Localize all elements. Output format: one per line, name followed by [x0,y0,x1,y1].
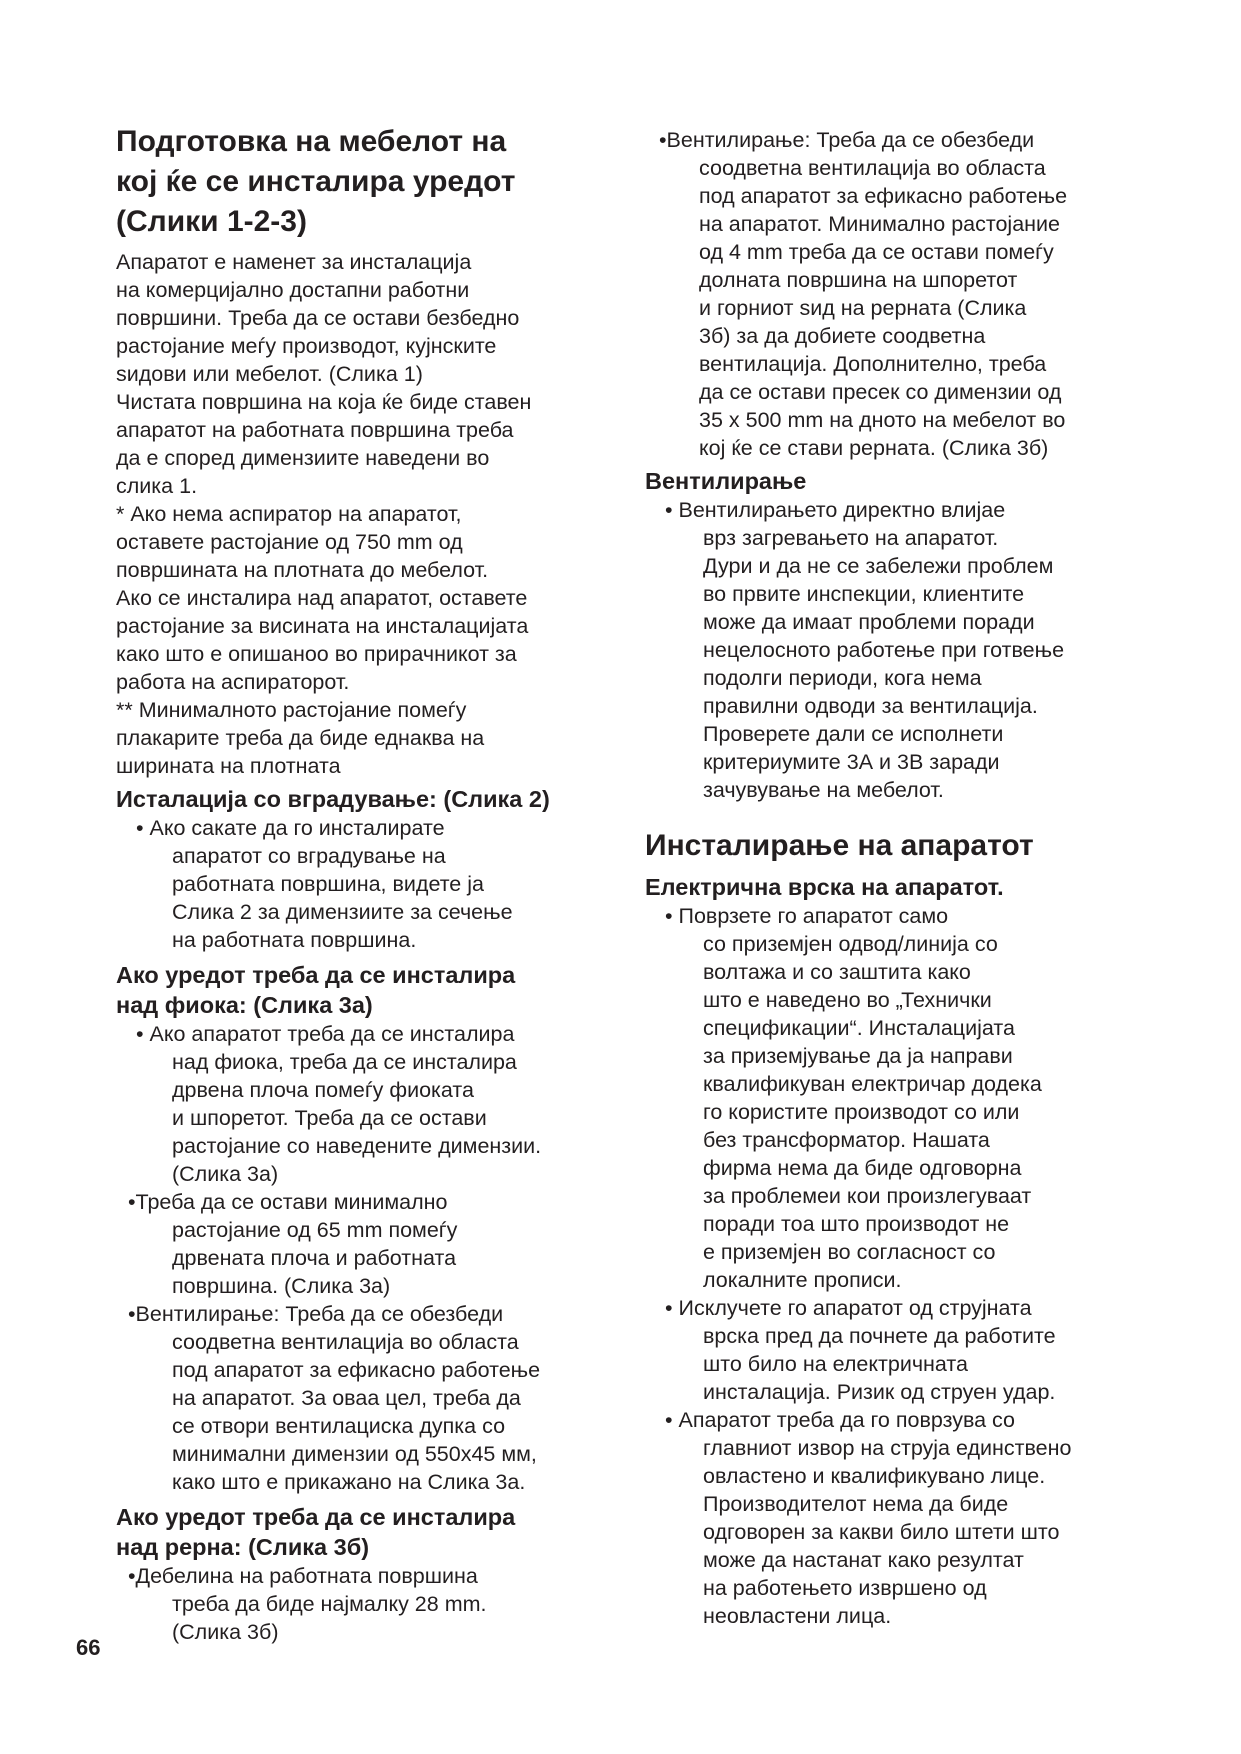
heading-line: Ако уредот треба да се инсталира [116,1504,516,1530]
text-line: да е според димензиите наведени во [116,446,490,470]
bullet-line: (Слика 3б) [172,1620,279,1644]
bullet-line: растојание со наведените димензии. [172,1134,542,1158]
text-line: површини. Треба да се остави безбедно [116,306,520,330]
bullet-line: овластено и квалификувано лице. [703,1464,1046,1488]
text-line: слика 1. [116,474,198,498]
bullet-line: се отвори вентилациска дупка со [172,1414,506,1438]
bullet-line: • Исклучете го апаратот од струјната [665,1296,1032,1320]
bullet-line: долната површина на шпоретот [699,268,1018,292]
bullet-line: соодветна вентилација во областа [172,1330,519,1354]
bullet-line: со приземјен одвод/линија со [703,932,998,956]
builtin-list [116,814,616,954]
bullet-line: да се остави пресек со димензии од [699,380,1062,404]
bullet-line: без трансформатор. Нашата [703,1128,990,1152]
ventilation-list [645,126,1165,462]
text-line: плакарите треба да биде еднаква на [116,726,485,750]
bullet-line: Проверете дали се исполнети [703,722,1004,746]
bullet-line: •Вентилирање: Треба да се обезбеди [659,128,1035,152]
bullet-line: вентилација. Дополнително, треба [699,352,1047,376]
text-line: Ако се инсталира над апаратот, оставете [116,586,528,610]
text-line: работа на аспираторот. [116,670,350,694]
bullet-item [645,1406,1165,1630]
text-line: ширината на плотната [116,754,341,778]
bullet-item [116,1188,616,1300]
text-line: како што е опишаноо во прирачникот за [116,642,517,666]
bullet-line: спецификации“. Инсталацијата [703,1016,1015,1040]
bullet-line: волтажа и со заштита како [703,960,971,984]
bullet-line: кој ќе се стави рерната. (Слика 3б) [699,436,1049,460]
bullet-item [116,814,616,954]
bullet-line: што е наведено во „Технички [703,988,992,1012]
text-line: Чистата површина на која ќе биде ставен [116,390,532,414]
intro-paragraph [116,248,616,780]
bullet-line: и шпоретот. Треба да се остави [172,1106,487,1130]
text-line: растојание за висината на инсталацијата [116,614,529,638]
text-line: оставете растојание од 750 mm од [116,530,463,554]
bullet-line: • Ако сакате да го инсталирате [136,816,445,840]
title-line: кој ќе се инсталира уредот [116,165,516,198]
bullet-line: го користите производот со или [703,1100,1020,1124]
bullet-line: нецелосното работење при готвење [703,638,1065,662]
bullet-line: минимални димензии од 550x45 мм, [172,1442,537,1466]
left-column [116,122,616,1646]
bullet-line: на работната површина. [172,928,417,952]
oven-list [116,1562,616,1646]
ventilation-bullets [645,496,1165,804]
bullet-line: под апаратот за ефикасно работење [172,1358,541,1382]
builtin-heading: Исталација со вградување: (Слика 2) [116,786,550,812]
bullet-line: (Слика 3а) [172,1162,279,1186]
text-line: апаратот на работната површина треба [116,418,514,442]
heading-line: над фиока: (Слика 3а) [116,992,373,1018]
bullet-item [645,126,1165,462]
bullet-line: Дури и да не се забележи проблем [703,554,1054,578]
bullet-line: одговорен за какви било штети што [703,1520,1060,1544]
bullet-line: правилни одводи за вентилација. [703,694,1038,718]
bullet-line: работната површина, видете ја [172,872,484,896]
bullet-line: во првите инспекции, клиентите [703,582,1025,606]
bullet-line: и горниот ѕид на рерната (Слика [699,296,1027,320]
bullet-line: треба да биде најмалку 28 mm. [172,1592,487,1616]
bullet-line: растојание од 65 mm помеѓу [172,1218,458,1242]
ventilation-heading: Вентилирање [645,468,807,494]
bullet-line: под апаратот за ефикасно работење [699,184,1068,208]
bullet-line: на апаратот. За оваа цел, треба да [172,1386,521,1410]
bullet-line: 35 x 500 mm на дното на мебелот во [699,408,1066,432]
bullet-line: фирма нема да биде одговорна [703,1156,1022,1180]
bullet-line: критериумите 3А и 3В заради [703,750,1000,774]
bullet-line: зачувување на мебелот. [703,778,944,802]
section-title [116,122,616,242]
drawer-list-2 [116,1188,616,1496]
bullet-line: за проблемеи кои произлегуваат [703,1184,1032,1208]
bullet-item [116,1562,616,1646]
bullet-line: на работењето извршено од [703,1576,987,1600]
bullet-line: е приземјен во согласност со [703,1240,996,1264]
bullet-line: апаратот со вградување на [172,844,446,868]
bullet-line: 3б) за да добиете соодветна [699,324,986,348]
electric-list [645,902,1165,1630]
bullet-line: • Апаратот треба да го поврзува со [665,1408,1016,1432]
bullet-line: подолги периоди, кога нема [703,666,982,690]
bullet-line: •Дебелина на работната површина [128,1564,478,1588]
title-line: Подготовка на мебелот на [116,125,507,158]
bullet-line: може да настанат како резултат [703,1548,1024,1572]
heading-line: Ако уредот треба да се инсталира [116,962,516,988]
heading-line: над рерна: (Слика 3б) [116,1534,370,1560]
bullet-line: •Треба да се остави минимално [128,1190,448,1214]
bullet-line: од 4 mm треба да се остави помеѓу [699,240,1054,264]
bullet-line: главниот извор на струја единствено [703,1436,1072,1460]
bullet-line: Слика 2 за димензиите за сечење [172,900,513,924]
page-number: 66 [76,1635,101,1660]
bullet-line: соодветна вентилација во областа [699,156,1046,180]
bullet-line: • Поврзете го апаратот само [665,904,949,928]
bullet-line: што било на електричната [703,1352,968,1376]
bullet-line: за приземјување да ја направи [703,1044,1013,1068]
bullet-line: поради тоа што производот не [703,1212,1010,1236]
right-column [645,126,1165,1630]
bullet-item [116,1020,616,1188]
bullet-line: дрвената плоча и работната [172,1246,457,1270]
bullet-line: • Вентилирањето директно влијае [665,498,1006,522]
bullet-line: врз загревањето на апаратот. [703,526,999,550]
bullet-line: инсталација. Ризик од струен удар. [703,1380,1056,1404]
bullet-item [645,902,1165,1294]
bullet-line: Производителот нема да биде [703,1492,1009,1516]
drawer-heading [116,960,616,1020]
text-line: ѕидови или мебелот. (Слика 1) [116,362,423,386]
bullet-line: над фиока, треба да се инсталира [172,1050,517,1074]
bullet-line: • Ако апаратот треба да се инсталира [136,1022,515,1046]
bullet-line: како што е прикажано на Слика 3а. [172,1470,526,1494]
bullet-item [116,1300,616,1496]
text-line: * Ако нема аспиратор на апаратот, [116,502,462,526]
electric-heading: Електрична врска на апаратот. [645,874,1004,900]
bullet-line: на апаратот. Минимално растојание [699,212,1060,236]
text-line: растојание меѓу производот, кујнските [116,334,497,358]
oven-heading [116,1502,616,1562]
text-line: Апаратот е наменет за инсталација [116,250,472,274]
bullet-item [645,496,1165,804]
install-heading: Инсталирање на апаратот [645,829,1034,862]
bullet-line: квалификуван електричар додека [703,1072,1042,1096]
text-line: на комерцијално достапни работни [116,278,470,302]
bullet-line: локалните прописи. [703,1268,902,1292]
bullet-line: дрвена плоча помеѓу фиоката [172,1078,474,1102]
drawer-list [116,1020,616,1188]
bullet-line: врска пред да почнете да работите [703,1324,1056,1348]
bullet-item [645,1294,1165,1406]
text-line: површинaта на плотната до мебелот. [116,558,489,582]
bullet-line: може да имаат проблеми поради [703,610,1035,634]
bullet-line: •Вентилирање: Треба да се обезбеди [128,1302,504,1326]
bullet-line: неовластени лица. [703,1604,892,1628]
title-line: (Слики 1-2-3) [116,205,307,238]
text-line: ** Минималното растојание помеѓу [116,698,467,722]
bullet-line: површина. (Слика 3а) [172,1274,391,1298]
